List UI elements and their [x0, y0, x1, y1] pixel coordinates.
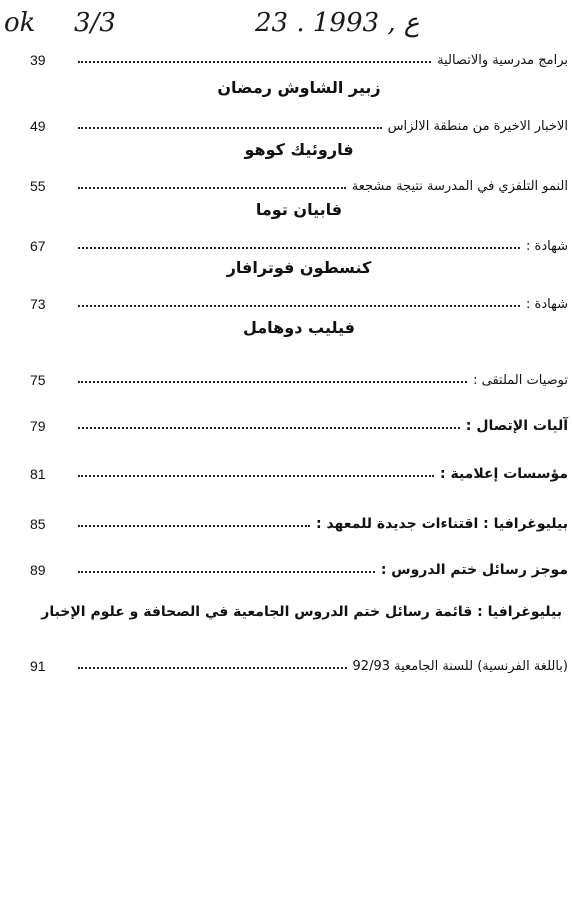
entry-title: (باللغة الفرنسية) للسنة الجامعية 92/93	[352, 659, 568, 674]
toc-entry	[30, 230, 568, 254]
dot-leader	[78, 525, 310, 527]
author-name: فيليب دوهامل	[242, 318, 356, 337]
entry-title: موجز رسائل ختم الدروس :	[380, 562, 568, 578]
author-name: فابيان توما	[255, 200, 343, 219]
toc-entry	[30, 410, 568, 434]
dot-leader	[78, 247, 520, 249]
author-name: فاروئيك كوهو	[244, 140, 354, 159]
dot-leader	[78, 571, 375, 573]
entry-title: بيليوغرافيا : اقتناءات جديدة للمعهد :	[315, 516, 568, 532]
page-number: 39	[30, 52, 46, 68]
toc-entry	[30, 508, 568, 532]
entry-title: مؤسسات إعلامية :	[440, 466, 568, 482]
page-number: 79	[30, 418, 46, 434]
entry-title: برامج مدرسية والاتصالية	[437, 53, 568, 68]
toc-entry	[30, 364, 568, 388]
dot-leader	[78, 381, 467, 383]
toc-entry	[30, 458, 568, 482]
entry-title: توصيات الملتقى :	[473, 373, 568, 388]
toc-entry	[30, 44, 568, 68]
page-number: 55	[30, 178, 46, 194]
page-number: 89	[30, 562, 46, 578]
dot-leader	[78, 61, 431, 63]
entry-title: الاخبار الاخيرة من منطقة الالزاس	[387, 119, 568, 134]
handwritten-fraction: 3/3	[74, 8, 116, 38]
page-number: 73	[30, 296, 46, 312]
entry-title: النمو التلفزي في المدرسة نتيجة مشجعة	[351, 179, 568, 194]
dot-leader	[78, 187, 346, 189]
page-number: 67	[30, 238, 46, 254]
handwritten-date: 23 . ع , 1993	[255, 8, 420, 38]
page-number: 81	[30, 466, 46, 482]
dot-leader	[78, 667, 347, 669]
dot-leader	[78, 475, 434, 477]
entry-title: شهادة :	[526, 239, 568, 254]
toc-entry	[30, 554, 568, 578]
author-name: زبير الشاوش رمضان	[217, 78, 381, 97]
dot-leader	[78, 305, 520, 307]
dot-leader	[78, 427, 460, 429]
page-number: 91	[30, 658, 46, 674]
toc-entry	[30, 650, 568, 674]
bibliography-line: بيليوغرافيا : قائمة رسائل ختم الدروس الجامعية في الصحافة و علوم الإخبار	[41, 604, 562, 620]
toc-entry	[30, 288, 568, 312]
dot-leader	[78, 127, 382, 129]
entry-title: شهادة :	[526, 297, 568, 312]
handwritten-ok: ok	[4, 8, 36, 38]
page-number: 75	[30, 372, 46, 388]
toc-entry	[30, 110, 568, 134]
page-number: 49	[30, 118, 46, 134]
toc-entry	[30, 170, 568, 194]
author-name: كنسطون فوترافار	[226, 258, 372, 277]
page-number: 85	[30, 516, 46, 532]
entry-title: آليات الإتصال :	[465, 418, 568, 434]
